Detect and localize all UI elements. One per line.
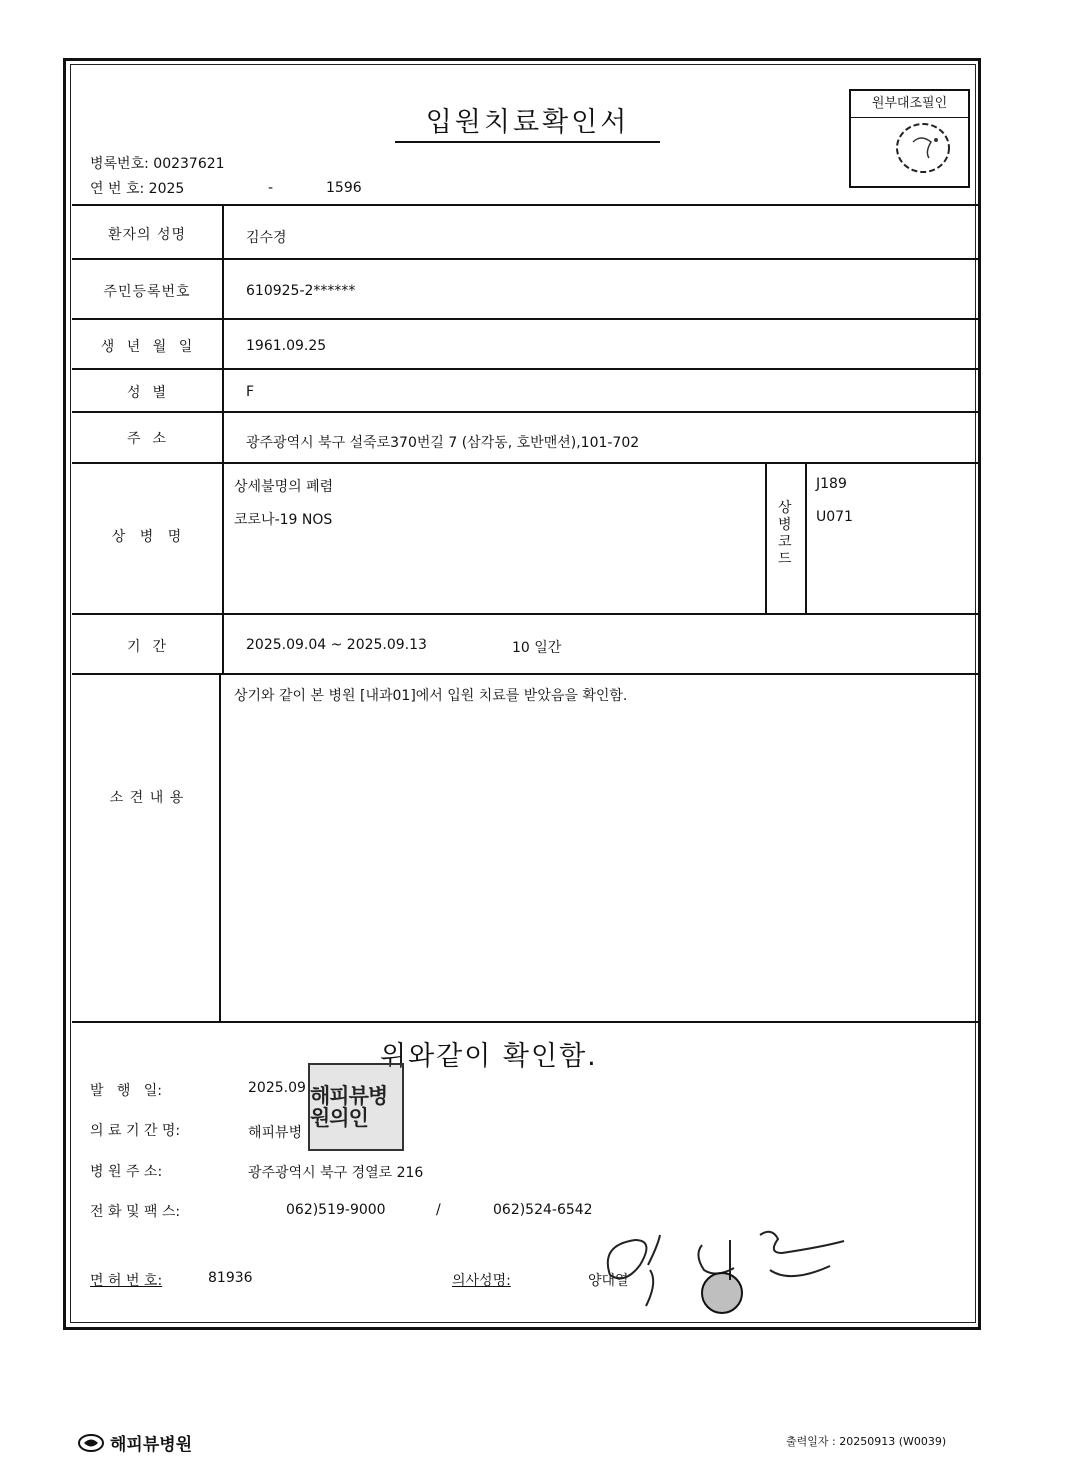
code-column-divider bbox=[765, 462, 767, 613]
verification-seal-icon bbox=[851, 118, 968, 188]
table-divider bbox=[72, 368, 978, 370]
hospital-address-label: 병 원 주 소: bbox=[90, 1164, 163, 1180]
patient-name-label: 환자의 성명 bbox=[107, 227, 187, 243]
issue-date: 2025.09 bbox=[248, 1080, 306, 1096]
table-divider bbox=[72, 462, 978, 464]
phone-fax-separator: / bbox=[436, 1202, 441, 1218]
resident-number-label: 주민등록번호 bbox=[103, 284, 191, 300]
opinion-label: 소 견 내 용 bbox=[109, 790, 185, 806]
phone-fax-label: 전 화 및 팩 스: bbox=[90, 1204, 181, 1220]
treatment-days: 10 일간 bbox=[512, 640, 562, 656]
hospital-logo-text: 해피뷰병원 bbox=[110, 1435, 193, 1455]
doctor-signature bbox=[590, 1215, 850, 1325]
address-label: 주 소 bbox=[127, 431, 167, 447]
fax-number: 062)524-6542 bbox=[493, 1202, 593, 1218]
table-divider bbox=[72, 673, 978, 675]
license-label: 면 허 번 호: bbox=[90, 1273, 163, 1289]
phone-number: 062)519-9000 bbox=[286, 1202, 386, 1218]
doctor-name-label: 의사성명: bbox=[452, 1273, 511, 1289]
treatment-period: 2025.09.04 ~ 2025.09.13 bbox=[246, 637, 427, 653]
table-divider bbox=[72, 204, 978, 206]
label-column-divider bbox=[222, 204, 224, 614]
chart-number-row bbox=[90, 153, 225, 173]
patient-name: 김수경 bbox=[246, 230, 287, 246]
address: 광주광역시 북구 설죽로370번길 7 (삼각동, 호반맨션),101-702 bbox=[246, 435, 640, 451]
label-column-divider bbox=[222, 613, 224, 673]
serial-label: 연 번 호: bbox=[90, 181, 145, 197]
hospital-address: 광주광역시 북구 경열로 216 bbox=[248, 1165, 424, 1181]
period-label: 기 간 bbox=[127, 639, 167, 655]
table-divider bbox=[72, 613, 978, 615]
institution-name: 해피뷰병 bbox=[248, 1125, 303, 1141]
table-divider bbox=[72, 258, 978, 260]
sex: F bbox=[246, 384, 255, 400]
hospital-logo-icon bbox=[78, 1434, 104, 1452]
sex-label: 성 별 bbox=[127, 385, 167, 401]
serial-number: 1596 bbox=[326, 180, 362, 196]
code-column-divider bbox=[805, 462, 807, 613]
serial-separator: - bbox=[268, 180, 274, 196]
serial-year: 2025 bbox=[148, 181, 185, 197]
label-column-divider bbox=[219, 673, 221, 1021]
diagnosis-code: J189 bbox=[816, 476, 847, 492]
verification-stamp-box bbox=[849, 89, 970, 188]
birth-date: 1961.09.25 bbox=[246, 338, 327, 354]
table-divider bbox=[72, 411, 978, 413]
print-info: 출력일자 : 20250913 (W0039) bbox=[786, 1435, 947, 1448]
diagnosis-item: 상세불명의 폐렴 bbox=[234, 479, 334, 495]
opinion-text: 상기와 같이 본 병원 [내과01]에서 입원 치료를 받았음을 확인함. bbox=[234, 688, 628, 704]
hospital-seal: 해피뷰병원의인 bbox=[308, 1063, 404, 1151]
serial-number-row bbox=[90, 178, 184, 198]
stamp-box-label: 원부대조필인 bbox=[851, 91, 968, 118]
confirmation-statement: 위와같이 확인함. bbox=[380, 1041, 598, 1072]
diagnosis-code-label: 상병코드 bbox=[778, 500, 792, 567]
doctor-name: 양대열 bbox=[588, 1273, 629, 1289]
institution-label: 의 료 기 간 명: bbox=[90, 1123, 181, 1139]
hospital-logo bbox=[78, 1430, 192, 1455]
table-divider bbox=[72, 318, 978, 320]
diagnosis-item: 코로나-19 NOS bbox=[234, 512, 333, 528]
issue-date-label: 발 행 일: bbox=[90, 1083, 162, 1099]
birth-date-label: 생 년 월 일 bbox=[100, 339, 194, 355]
chart-number: 00237621 bbox=[153, 156, 225, 172]
chart-number-label: 병록번호: bbox=[90, 156, 149, 172]
diagnosis-label: 상 병 명 bbox=[111, 529, 183, 545]
table-divider bbox=[72, 1021, 978, 1023]
license-number: 81936 bbox=[208, 1270, 253, 1286]
resident-number: 610925-2****** bbox=[246, 283, 356, 299]
diagnosis-code: U071 bbox=[816, 509, 853, 525]
document-title: 입원치료확인서 bbox=[395, 100, 660, 143]
